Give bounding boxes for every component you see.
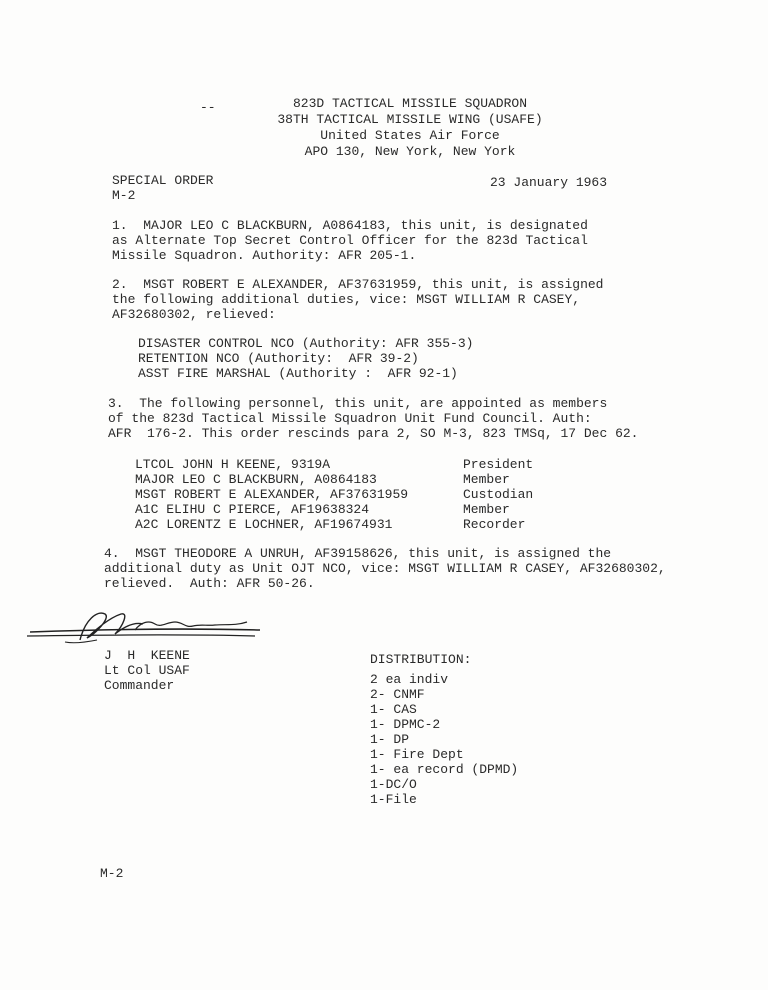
para2-line1: 2. MSGT ROBERT E ALEXANDER, AF37631959, this unit, is assigned [112, 277, 604, 292]
header-apo: APO 130, New York, New York [304, 144, 516, 159]
duty-item: DISASTER CONTROL NCO (Authority: AFR 355-3) [138, 336, 474, 351]
member-role: Member [463, 502, 510, 517]
signer-name: J H KEENE [104, 648, 190, 663]
header-squadron: 823D TACTICAL MISSILE SQUADRON [292, 96, 528, 111]
para1-line2: as Alternate Top Secret Control Officer for the 823d Tactical [112, 233, 588, 248]
duty-item: RETENTION NCO (Authority: AFR 39-2) [138, 351, 419, 366]
distribution-item: 1-DC/O [370, 777, 417, 792]
header-dash: -- [200, 100, 216, 115]
para1-line3: Missile Squadron. Authority: AFR 205-1. [112, 248, 417, 263]
order-date: 23 January 1963 [490, 175, 608, 190]
distribution-item: 2 ea indiv [370, 672, 449, 687]
distribution-item: 1- DP [370, 732, 410, 747]
para2-line3: AF32680302, relieved: [112, 307, 276, 322]
signer-title: Commander [104, 678, 175, 693]
distribution-item: 1- ea record (DPMD) [370, 762, 519, 777]
signer-rank: Lt Col USAF [104, 663, 190, 678]
order-number: M-2 [112, 188, 136, 203]
member-name: LTCOL JOHN H KEENE, 9319A [135, 457, 331, 472]
para4-line3: relieved. Auth: AFR 50-26. [104, 576, 315, 591]
distribution-item: 1- CAS [370, 702, 417, 717]
member-role: Recorder [463, 517, 526, 532]
distribution-item: 1- Fire Dept [370, 747, 464, 762]
footer-order-number: M-2 [100, 866, 124, 881]
distribution-heading: DISTRIBUTION: [370, 652, 472, 667]
para4-line1: 4. MSGT THEODORE A UNRUH, AF39158626, this unit, is assigned the [104, 546, 612, 561]
member-name: MSGT ROBERT E ALEXANDER, AF37631959 [135, 487, 409, 502]
distribution-item: 1- DPMC-2 [370, 717, 441, 732]
header-wing: 38TH TACTICAL MISSILE WING (USAFE) [277, 112, 543, 127]
member-name: A2C LORENTZ E LOCHNER, AF19674931 [135, 517, 393, 532]
member-role: Custodian [463, 487, 534, 502]
distribution-item: 2- CNMF [370, 687, 425, 702]
order-type: SPECIAL ORDER [112, 173, 214, 188]
para1-line1: 1. MAJOR LEO C BLACKBURN, A0864183, this unit, is designated [112, 218, 588, 233]
para4-line2: additional duty as Unit OJT NCO, vice: MSGT WILLIAM R CASEY, AF32680302, [104, 561, 666, 576]
member-name: MAJOR LEO C BLACKBURN, A0864183 [135, 472, 377, 487]
member-name: A1C ELIHU C PIERCE, AF19638324 [135, 502, 370, 517]
para3-line1: 3. The following personnel, this unit, are appointed as members [108, 396, 608, 411]
member-role: President [463, 457, 534, 472]
header-air-force: United States Air Force [320, 128, 500, 143]
distribution-item: 1-File [370, 792, 417, 807]
member-role: Member [463, 472, 510, 487]
para3-line3: AFR 176-2. This order rescinds para 2, SO M-3, 823 TMSq, 17 Dec 62. [108, 426, 639, 441]
para3-line2: of the 823d Tactical Missile Squadron Unit Fund Council. Auth: [108, 411, 592, 426]
duty-item: ASST FIRE MARSHAL (Authority : AFR 92-1) [138, 366, 458, 381]
para2-line2: the following additional duties, vice: MSGT WILLIAM R CASEY, [112, 292, 581, 307]
